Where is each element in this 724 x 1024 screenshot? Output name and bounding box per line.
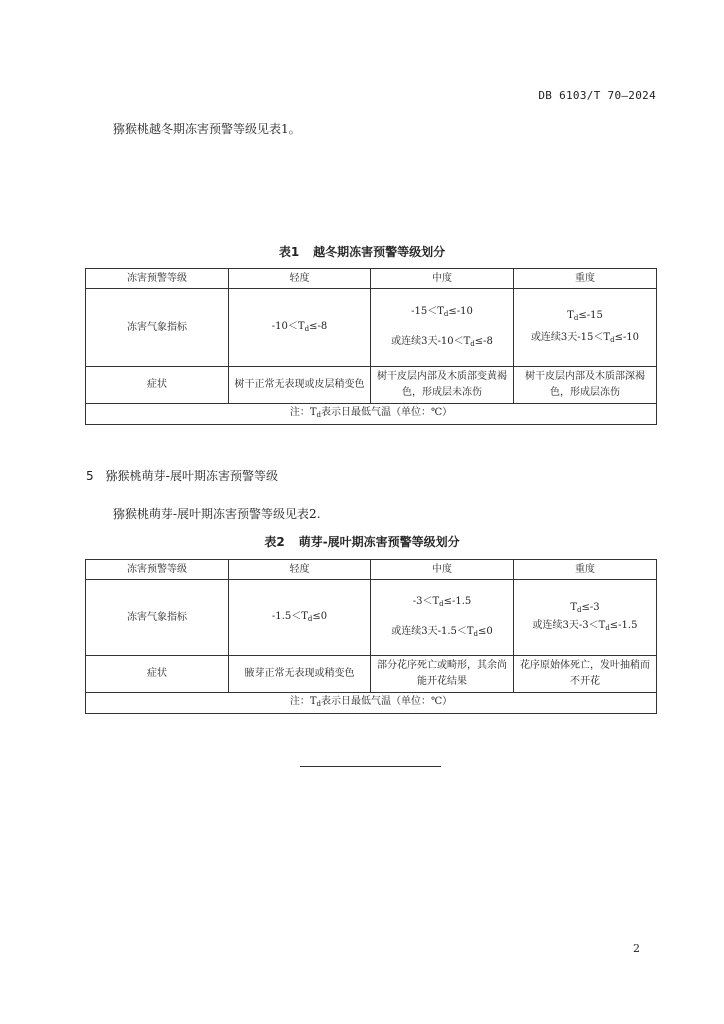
page-number: 2: [633, 942, 640, 955]
table1-number: 表1: [278, 245, 300, 259]
table2-col-grade: 冻害预警等级: [86, 560, 229, 580]
section-5-heading: [86, 467, 278, 484]
section-5-title: 猕猴桃萌芽-展叶期冻害预警等级: [105, 469, 278, 483]
intro-paragraph: 猕猴桃越冬期冻害预警等级见表1。: [113, 122, 301, 136]
table1-severe-value: $T_d\le-15$ 或连续3天$-15<T_d\le-10$: [514, 289, 657, 367]
section-5-number: 5: [86, 469, 94, 483]
table1-caption: [0, 243, 724, 260]
table1-symptom-light: 树干正常无表现或皮层稍变色: [229, 367, 371, 404]
table2-symptom-row: [86, 656, 657, 693]
table2-symptom-label: 症状: [86, 656, 229, 693]
table2-symptom-light: 腋芽正常无表现或稍变色: [229, 656, 371, 693]
end-of-text-rule: [300, 766, 441, 767]
table1-header-row: [86, 269, 657, 289]
table1-medium-value: $-15<T_d\le-10$ 或连续3天$-10<T_d\le-8$: [371, 289, 514, 367]
table2-note: 注：$T_d$表示日最低气温（单位：℃）: [86, 693, 657, 714]
table2-indicator-label: 冻害气象指标: [86, 580, 229, 656]
table2-severe-value: $T_d\le-3$ 或连续3天$-3<T_d\le-1.5$: [514, 580, 657, 656]
section-5-paragraph: 猕猴桃萌芽-展叶期冻害预警等级见表2.: [113, 507, 321, 521]
table1: [85, 268, 657, 425]
table1-symptom-severe: 树干皮层内部及木质部深褐色，形成层冻伤: [514, 367, 657, 404]
table2: [85, 559, 657, 714]
table2-symptom-severe: 花序原始体死亡，发叶抽稍而不开花: [514, 656, 657, 693]
table1-note-row: [86, 404, 657, 425]
table1-indicator-label: 冻害气象指标: [86, 289, 229, 367]
table1-title: 越冬期冻害预警等级划分: [313, 245, 446, 259]
table2-indicator-row: [86, 580, 657, 656]
table2-number: 表2: [264, 535, 285, 549]
table1-symptom-medium: 树干皮层内部及木质部变黄褐色，形成层未冻伤: [371, 367, 514, 404]
table1-note: 注：$T_d$表示日最低气温（单位：℃）: [86, 404, 657, 425]
table2-col-severe: 重度: [514, 560, 657, 580]
table1-col-medium: 中度: [371, 269, 514, 289]
table1-col-light: 轻度: [229, 269, 371, 289]
table1-indicator-row: [86, 289, 657, 367]
table2-col-medium: 中度: [371, 560, 514, 580]
table1-light-value: $-10<T_d\le-8$: [229, 289, 371, 367]
table1-symptom-label: 症状: [86, 367, 229, 404]
table2-light-value: $-1.5<T_d\le 0$: [229, 580, 371, 656]
table2-title: 萌芽-展叶期冻害预警等级划分: [298, 535, 460, 549]
table1-symptom-row: [86, 367, 657, 404]
standard-code: DB 6103/T 70—2024: [538, 89, 656, 102]
table2-caption: [0, 533, 724, 550]
table2-header-row: [86, 560, 657, 580]
table2-symptom-medium: 部分花序死亡或畸形，其余尚能开花结果: [371, 656, 514, 693]
table2-col-light: 轻度: [229, 560, 371, 580]
table2-medium-value: $-3<T_d\le-1.5$ 或连续3天$-1.5<T_d\le 0$: [371, 580, 514, 656]
table2-note-row: [86, 693, 657, 714]
table1-col-grade: 冻害预警等级: [86, 269, 229, 289]
table1-col-severe: 重度: [514, 269, 657, 289]
